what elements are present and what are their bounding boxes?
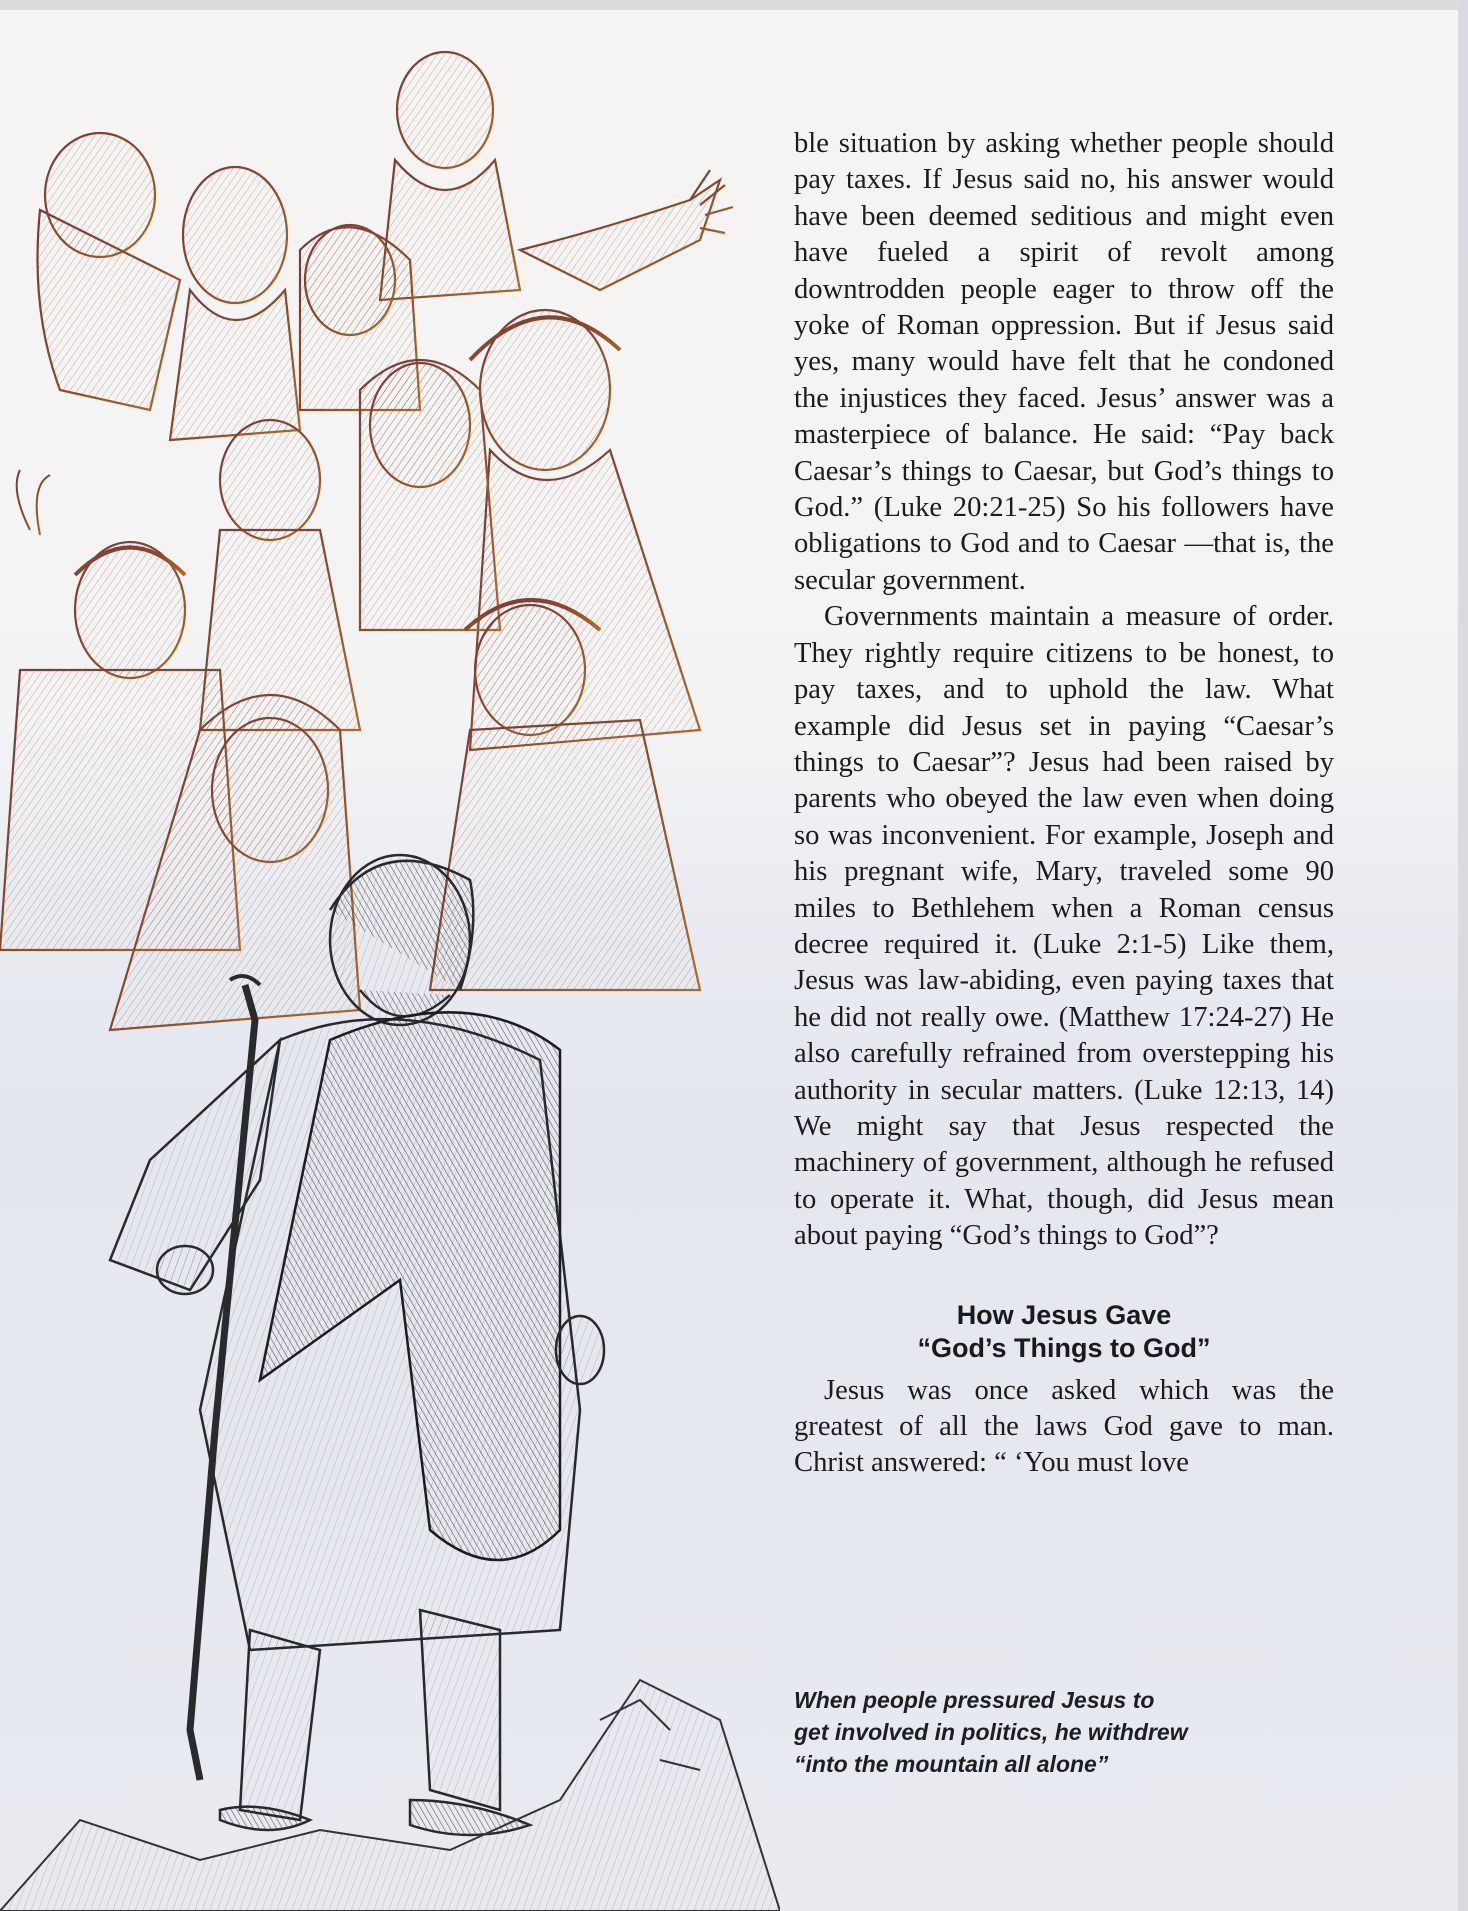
illustration-caption [794,1684,1264,1780]
caption-line2: get involved in politics, he withdrew [794,1719,1188,1745]
page-top-edge [0,0,1468,10]
paragraph-taxes: ble situation by asking whether people should pay taxes. If Jesus said no, his answer would have been deemed seditious and might even have fueled a spirit of revolt among downtrodden people eager to throw off the yoke of Roman oppression. But if Jesus said yes, many would have felt that he condoned the injustices they faced. Jesus’ answer was a masterpiece of balance. He said: “Pay back Caesar’s things to Caesar, but God’s things to God.” (Luke 20:21-25) So his followers have obligations to God and to Caesar —that is, the secular government. [794,128,1334,596]
caption-line3: “into the mountain all alone” [794,1751,1109,1777]
illustration-svg [0,30,780,1911]
rocky-ground [0,1680,780,1911]
section-heading [794,1299,1334,1365]
section-heading-line2: “God’s Things to God” [917,1332,1211,1363]
caption-line1: When people pressured Jesus to [794,1687,1155,1713]
article-body [794,126,1334,1482]
paragraph-greatest-law: Jesus was once asked which was the greatest of all the laws God gave to man. Christ answered: “ ‘You must love [794,1374,1334,1479]
section-heading-line1: How Jesus Gave [956,1299,1172,1330]
illustration-jesus-and-crowd [0,30,780,1911]
page-right-edge [1458,0,1468,1911]
paragraph-governments: Governments maintain a measure of order. They rightly require citizens to be honest, to pay taxes, and to uphold the law. What example did Jesus set in paying “Caesar’s things to Caesar”? Jesus had been raised by parents who obeyed the law even when doing so was inconvenient. For example, Joseph and his pregnant wife, Mary, traveled some 90 miles to Bethlehem when a Roman census decree required it. (Luke 2:1-5) Like them, Jesus was law-abiding, even paying taxes that he did not really owe. (Matthew 17:24-27) He also carefully refrained from overstepping his authority in secular matters. (Luke 12:13, 14) We might say that Jesus respected the machinery of government, although he refused to operate it. What, though, did Jesus mean about paying “God’s things to God”? [794,601,1334,1252]
